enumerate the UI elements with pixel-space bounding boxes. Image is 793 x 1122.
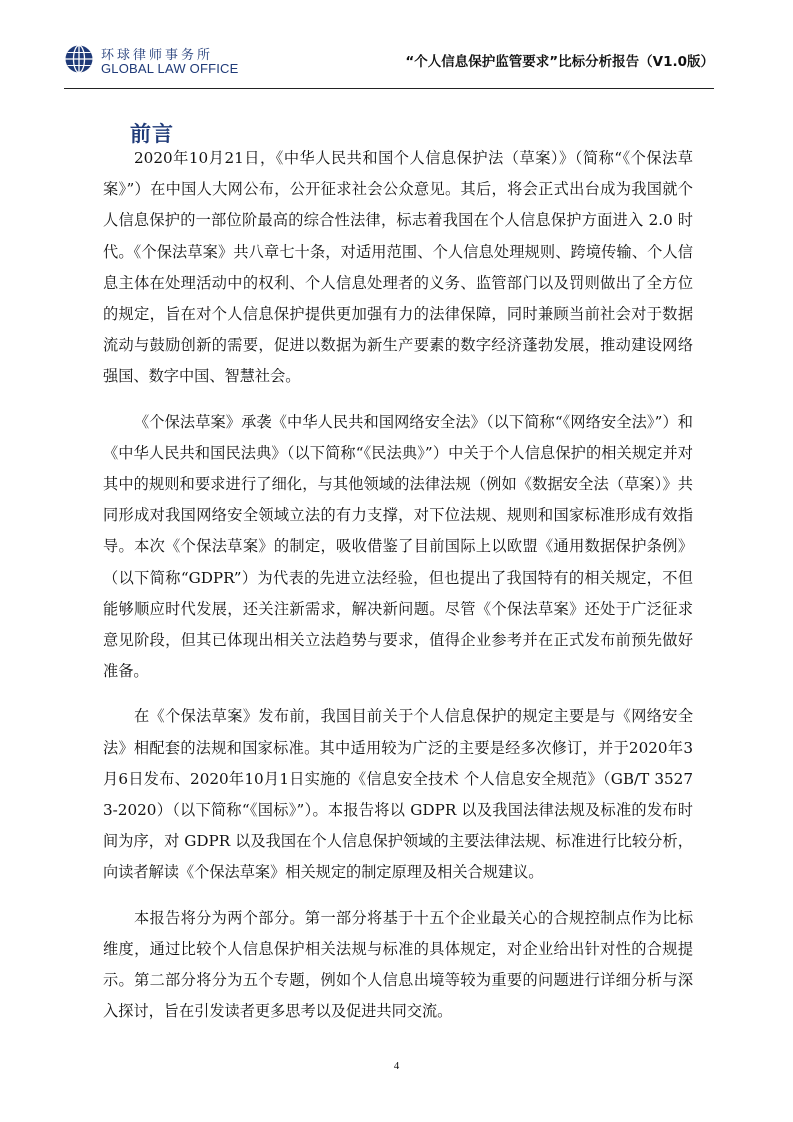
firm-logo xyxy=(64,42,264,82)
report-title: “个人信息保护监管要求”比标分析报告（V1.0版） xyxy=(405,54,714,70)
firm-name-en: GLOBAL LAW OFFICE xyxy=(101,61,239,76)
globe-icon xyxy=(64,44,94,74)
paragraph-3: 在《个保法草案》发布前，我国目前关于个人信息保护的规定主要是与《网络安全法》相配套的法规和国家标准。其中适用较为广泛的主要是经多次修订，并于2020年3月6日发布、2020年10月1日实施的《信息安全技术 个人信息安全规范》（GB/T 35273-2020）（以下简称“《国标》”）。本报告将以 GDPR 以及我国法律法规及标准的发布时间为序，对 GDPR 以及我国在个人信息保护领域的主要法律法规、标准进行比较分析，向读者解读《个保法草案》相关规定的制定原理及相关合规建议。 xyxy=(103,707,693,882)
header-divider xyxy=(64,88,714,89)
firm-name-cn: 环球律师事务所 xyxy=(101,48,214,63)
paragraph-1: 2020年10月21日，《中华人民共和国个人信息保护法（草案）》（简称“《个保法草案》”）在中国人大网公布，公开征求社会公众意见。其后，将会正式出台成为我国就个人信息保护的一部位阶最高的综合性法律，标志着我国在个人信息保护方面进入 2.0 时代。《个保法草案》共八章七十条，对适用范围、个人信息处理规则、跨境传输、个人信息主体在处理活动中的权利、个人信息处理者的义务、监管部门以及罚则做出了全方位的规定，旨在对个人信息保护提供更加强有力的法律保障，同时兼顾当前社会对于数据流动与鼓励创新的需要，促进以数据为新生产要素的数字经济蓬勃发展，推动建设网络强国、数字中国、智慧社会。 xyxy=(103,149,693,386)
paragraph-4: 本报告将分为两个部分。第一部分将基于十五个企业最关心的合规控制点作为比标维度，通过比较个人信息保护相关法规与标准的具体规定，对企业给出针对性的合规提示。第二部分将分为五个专题，例如个人信息出境等较为重要的问题进行详细分析与深入探讨，旨在引发读者更多思考以及促进共同交流。 xyxy=(103,908,693,1021)
page-header xyxy=(64,42,714,92)
page-number: 4 xyxy=(393,1060,400,1072)
section-title: 前言 xyxy=(130,122,174,147)
paragraph-2: 《个保法草案》承袭《中华人民共和国网络安全法》（以下简称“《网络安全法》”）和《中华人民共和国民法典》（以下简称“《民法典》”）中关于个人信息保护的相关规定并对其中的规则和要求进行了细化，与其他领域的法律法规（例如《数据安全法（草案）》共同形成对我国网络安全领域立法的有力支撑，对下位法规、规则和国家标准形成有效指导。本次《个保法草案》的制定，吸收借鉴了目前国际上以欧盟《通用数据保护条例》（以下简称“GDPR”）为代表的先进立法经验，但也提出了我国特有的相关规定，不但能够顺应时代发展，还关注新需求，解决新问题。尽管《个保法草案》还处于广泛征求意见阶段，但其已体现出相关立法趋势与要求，值得企业参考并在正式发布前预先做好准备。 xyxy=(103,412,693,681)
body-text xyxy=(103,143,693,1041)
